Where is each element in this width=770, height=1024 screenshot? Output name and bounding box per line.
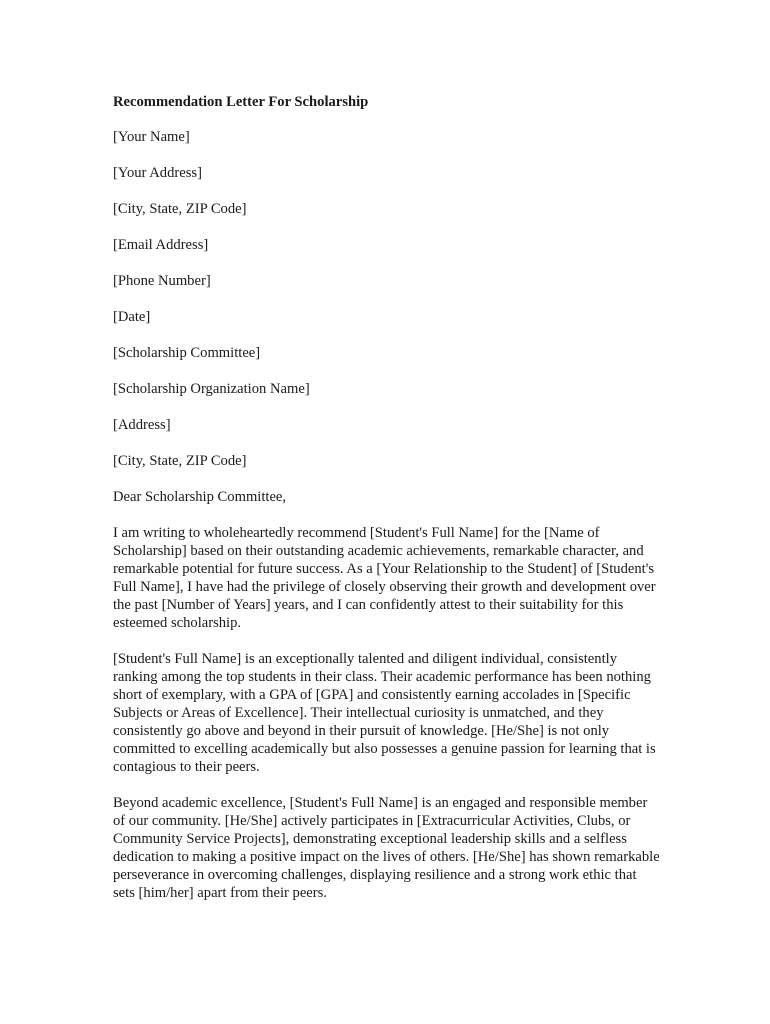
recipient-city-state-zip: [City, State, ZIP Code] — [113, 453, 247, 469]
sender-email: [Email Address] — [113, 237, 209, 253]
letter-title: Recommendation Letter For Scholarship — [113, 94, 369, 110]
body-paragraph-3: Beyond academic excellence, [Student's Full Name] is an engaged and responsible member of our community. [He/She] actively participates in [Extracurricular Activities, Clubs, or Community Service Projects], demonstrating exceptional leadership skills and a selfless dedication to making a positive impact on the lives of others. [He/She] has shown remarkable perseverance in overcoming challenges, displaying resilience and a strong work ethic that sets [him/her] apart from their peers. — [113, 795, 660, 901]
sender-city-state-zip: [City, State, ZIP Code] — [113, 201, 247, 217]
letter-date: [Date] — [113, 309, 151, 325]
salutation: Dear Scholarship Committee, — [113, 489, 287, 505]
sender-address: [Your Address] — [113, 165, 202, 181]
body-paragraph-2: [Student's Full Name] is an exceptionally talented and diligent individual, consistently ranking among the top students in their class. Their academic performance has been nothing short of exemplary, with a GPA of [GPA] and consistently earning accolades in [Specific Subjects or Areas of Excellence]. Their intellectual curiosity is unmatched, and they consistently go above and beyond in their pursuit of knowledge. [He/She] is not only committed to excelling academically but also possesses a genuine passion for learning that is contagious to their peers. — [113, 651, 656, 775]
recipient-committee: [Scholarship Committee] — [113, 345, 261, 361]
letter-body — [113, 93, 661, 920]
sender-name: [Your Name] — [113, 129, 190, 145]
sender-phone: [Phone Number] — [113, 273, 211, 289]
recipient-organization: [Scholarship Organization Name] — [113, 381, 310, 397]
recipient-address: [Address] — [113, 417, 171, 433]
body-paragraph-1: I am writing to wholeheartedly recommend [Student's Full Name] for the [Name of Scholarship] based on their outstanding academic achievements, remarkable character, and remarkable potential for future success. As a [Your Relationship to the Student] of [Student's Full Name], I have had the privilege of closely observing their growth and development over the past [Number of Years] years, and I can confidently attest to their suitability for this esteemed scholarship. — [113, 525, 656, 631]
